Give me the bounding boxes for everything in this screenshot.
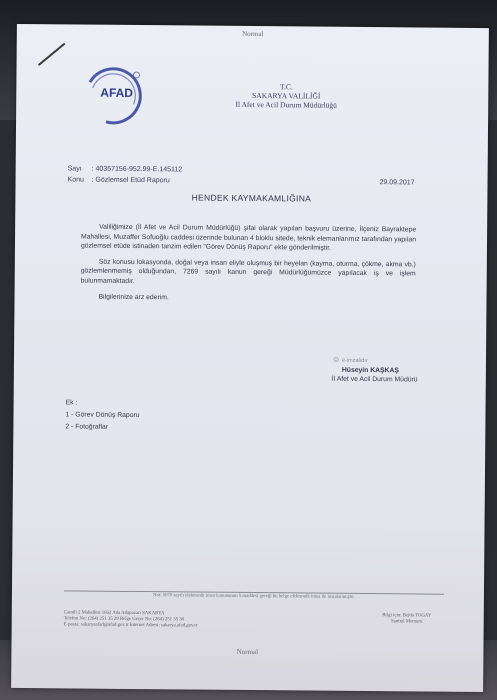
body-paragraph-1: Valiliğimize (İl Afet ve Acil Durum Müdürlüğü) şifai olarak yapılan başvuru üzerine, İlçeniz Bayraktepe Mahallesi, Muzaffer Sofuoğlu caddesi üzerinde bulunan 4 bloklu sitede, teknik elemanlarımız tarafından yapılan gözlemsel etüde istinaden tanzim edilen "Görev Dönüş Raporu" ekte gönderilmiştir. (80, 223, 417, 252)
esignature-icon: ☺ (331, 354, 341, 364)
info-role: Santral Memuru (391, 619, 423, 625)
annex-list (65, 397, 139, 434)
pen-mark (38, 43, 66, 66)
sayi-value: : 40357156-952.99-E.145112 (91, 165, 183, 174)
konu-row (68, 176, 170, 184)
esignature-notice: Not: 5070 sayılı elektronik imza kanununun 5.maddesi gereği bu belge elektronik imza ile imzalanmıştır. (152, 593, 355, 600)
konu-value: : Gözlemsel Etüd Raporu (91, 176, 170, 185)
body-paragraph-3: Bilgilerinize arz ederim. (98, 293, 169, 301)
signer-name: Hüseyin KAŞKAŞ (341, 366, 399, 375)
info-contact (362, 613, 452, 626)
konu-label: Konu (67, 176, 84, 184)
signer-title: İl Afet ve Acil Durum Müdürü (331, 375, 418, 384)
header-classification: Normal (242, 29, 264, 39)
body-paragraph-2: Söz konusu lokasyonda, doğal veya insan eliyle oluşmuş bir heyelan (kayma, oturma, çökme, akma vb.) gözlemlenmemiş olduğundan, 7269 sayılı kanun gereği Müdürlüğümüzce yapılacak iş ve işlem bulunmamaktadır. (80, 258, 416, 285)
info-person: Bilgi için: Bejda TOGAY (382, 613, 432, 619)
afad-logo-text: AFAD (100, 85, 134, 100)
signature-block (332, 355, 442, 385)
org-directorate: İl Afet ve Acil Durum Müdürlüğü (235, 99, 337, 110)
annex-item: 1 - Görev Dönüş Raporu (65, 411, 140, 420)
document-date: 29.09.2017 (379, 179, 415, 187)
contact-phone: Telefon No: (264) 251 35 29 Belge Geçer No: (264) 251 35 30 (63, 616, 185, 623)
contact-email: E-posta: sakaryaafad@afad.gov.tr İnternet Adresi: sakarya.afad.gov.tr (63, 622, 198, 629)
recipient-heading: HENDEK KAYMAKAMLIĞINA (191, 192, 312, 204)
org-governorship: SAKARYA VALİLİĞİ (252, 91, 321, 101)
org-country: T.C. (279, 82, 293, 92)
footer-classification: Normal (236, 647, 259, 657)
annex-label: Ek : (65, 399, 78, 407)
contact-info (64, 610, 294, 631)
sayi-row (68, 165, 183, 173)
annex-item: 2 - Fotoğraflar (65, 423, 109, 431)
esignature-label: e-imzalıdır (342, 357, 368, 365)
contact-address: Camili 2 Mahallesi 1662 Ada Adapazarı SAKARYA (63, 610, 165, 617)
document-page (11, 24, 489, 692)
organization-header (166, 81, 406, 110)
letter-body (80, 223, 416, 311)
sayi-label: Sayı (67, 165, 82, 173)
